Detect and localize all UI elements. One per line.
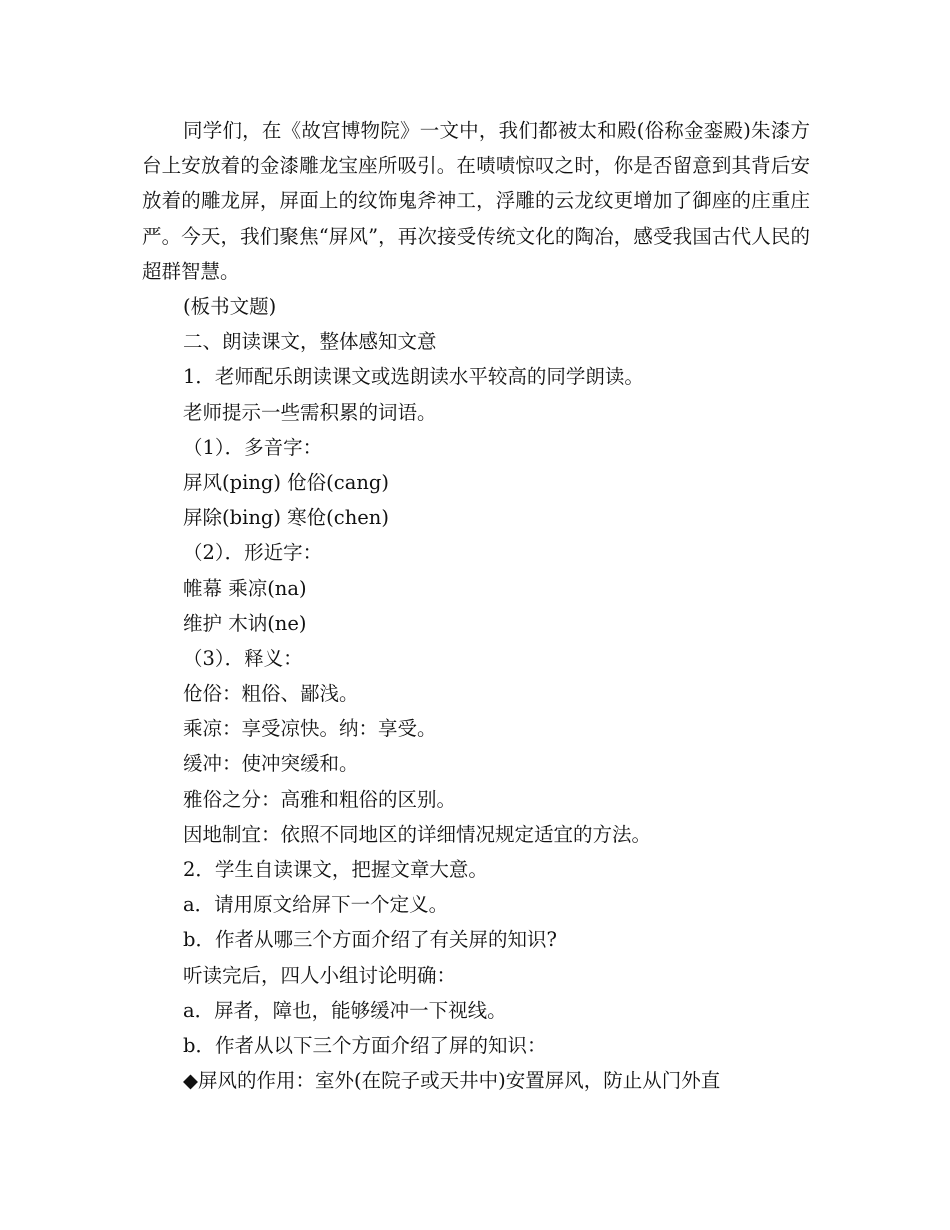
definition-line: 因地制宜：依照不同地区的详细情况规定适宜的方法。 (183, 822, 652, 846)
document-page (142, 113, 810, 1098)
definition-line: 伧俗：粗俗、鄙浅。 (183, 682, 359, 706)
answer-b: b．作者从以下三个方面介绍了屏的知识： (183, 1033, 547, 1057)
section-heading: 二、朗读课文，整体感知文意 (183, 330, 437, 354)
subheading-polyphonic: （1）．多音字： (183, 435, 323, 459)
subheading-similar-chars: （2）．形近字： (183, 541, 323, 565)
step-1: 1．老师配乐朗读课文或选朗读水平较高的同学朗读。 (183, 365, 644, 389)
text-line: 听读完后，四人小组讨论明确： (183, 963, 457, 987)
definition-line: 乘凉：享受凉快。纳：享受。 (183, 717, 437, 741)
question-a: a．请用原文给屏下一个定义。 (183, 893, 449, 917)
text-line: 帷幕 乘凉(na) (183, 576, 307, 600)
board-title-note: (板书文题) (183, 295, 277, 319)
subheading-definitions: （3）．释义： (183, 646, 303, 670)
question-b: b．作者从哪三个方面介绍了有关屏的知识? (183, 928, 557, 952)
definition-line: 雅俗之分：高雅和粗俗的区别。 (183, 787, 457, 811)
step-2: 2．学生自读课文，把握文章大意。 (183, 858, 488, 882)
intro-paragraph: 同学们，在《故宫博物院》一文中，我们都被太和殿(俗称金銮殿)朱漆方台上安放着的金漆雕龙宝座所吸引。在啧啧惊叹之时，你是否留意到其背后安放着的雕龙屏，屏面上的纹饰鬼斧神工，浮雕的云龙纹更增加了御座的庄重庄严。今天，我们聚焦“屏风”，再次接受传统文化的陶冶，感受我国古代人民的超群智慧。 (142, 119, 810, 283)
text-line: 屏风(ping) 伧俗(cang) (183, 470, 389, 494)
text-line: 屏除(bing) 寒伧(chen) (183, 506, 389, 530)
text-line: 老师提示一些需积累的词语。 (183, 400, 437, 424)
text-line: 维护 木讷(ne) (183, 611, 307, 635)
bullet-line: ◆屏风的作用：室外(在院子或天井中)安置屏风，防止从门外直 (183, 1069, 721, 1093)
answer-a: a．屏者，障也，能够缓冲一下视线。 (183, 998, 507, 1022)
definition-line: 缓冲：使冲突缓和。 (183, 752, 359, 776)
